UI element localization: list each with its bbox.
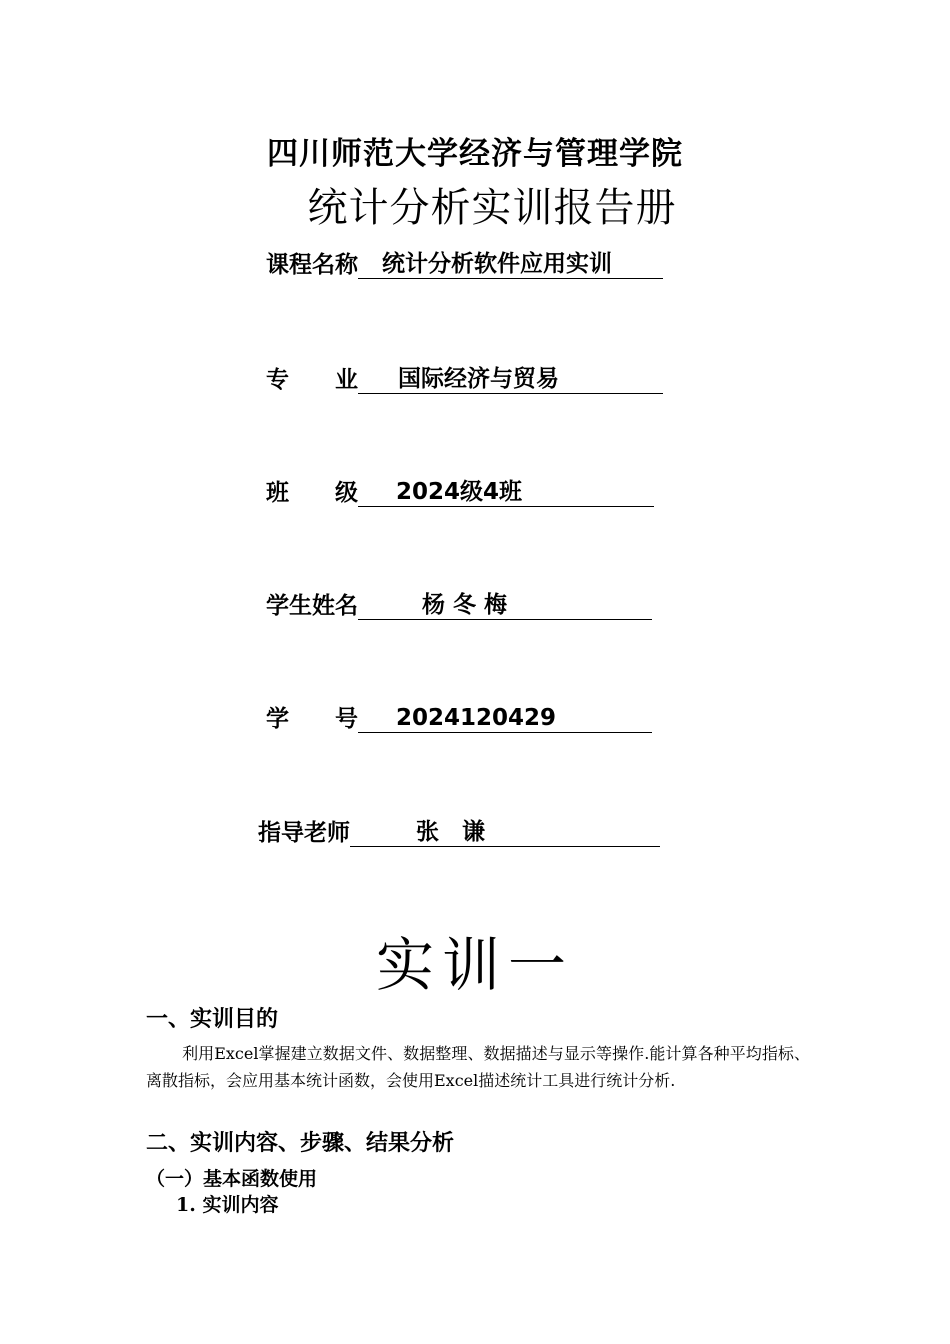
student-id-label: 学 号 xyxy=(266,706,358,732)
purpose-text: 利用Excel掌握建立数据文件、数据整理、数据描述与显示等操作.能计算各种平均指标、离散指标，会应用基本统计函数，会使用Excel描述统计工具进行统计分析. xyxy=(146,1044,810,1090)
teacher-field xyxy=(258,814,660,847)
heading-purpose: 一、实训目的 xyxy=(146,1006,279,1032)
teacher-value: 张 谦 xyxy=(350,820,660,847)
class-value: 2024级4班 xyxy=(358,480,654,507)
subheading-basic-functions: （一）基本函数使用 xyxy=(146,1168,318,1190)
student-id-field xyxy=(266,700,652,733)
course-field xyxy=(266,246,663,279)
teacher-label: 指导老师 xyxy=(258,820,350,846)
report-book-title: 统计分析实训报告册 xyxy=(307,185,677,231)
student-value: 杨 冬 梅 xyxy=(358,593,652,620)
class-field xyxy=(266,474,654,507)
section-title: 实训一 xyxy=(375,931,574,999)
student-label: 学生姓名 xyxy=(266,593,358,619)
major-value: 国际经济与贸易 xyxy=(358,367,663,394)
subheading-content: 1. 实训内容 xyxy=(176,1194,279,1216)
course-value: 统计分析软件应用实训 xyxy=(358,252,663,279)
student-id-value: 2024120429 xyxy=(358,706,652,733)
major-field xyxy=(266,361,663,394)
course-label: 课程名称 xyxy=(266,252,358,278)
purpose-paragraph xyxy=(146,1040,810,1094)
student-field xyxy=(266,587,652,620)
school-name: 四川师范大学经济与管理学院 xyxy=(267,136,683,172)
class-label: 班 级 xyxy=(266,480,358,506)
heading-content: 二、实训内容、步骤、结果分析 xyxy=(146,1130,455,1156)
major-label: 专 业 xyxy=(266,367,358,393)
